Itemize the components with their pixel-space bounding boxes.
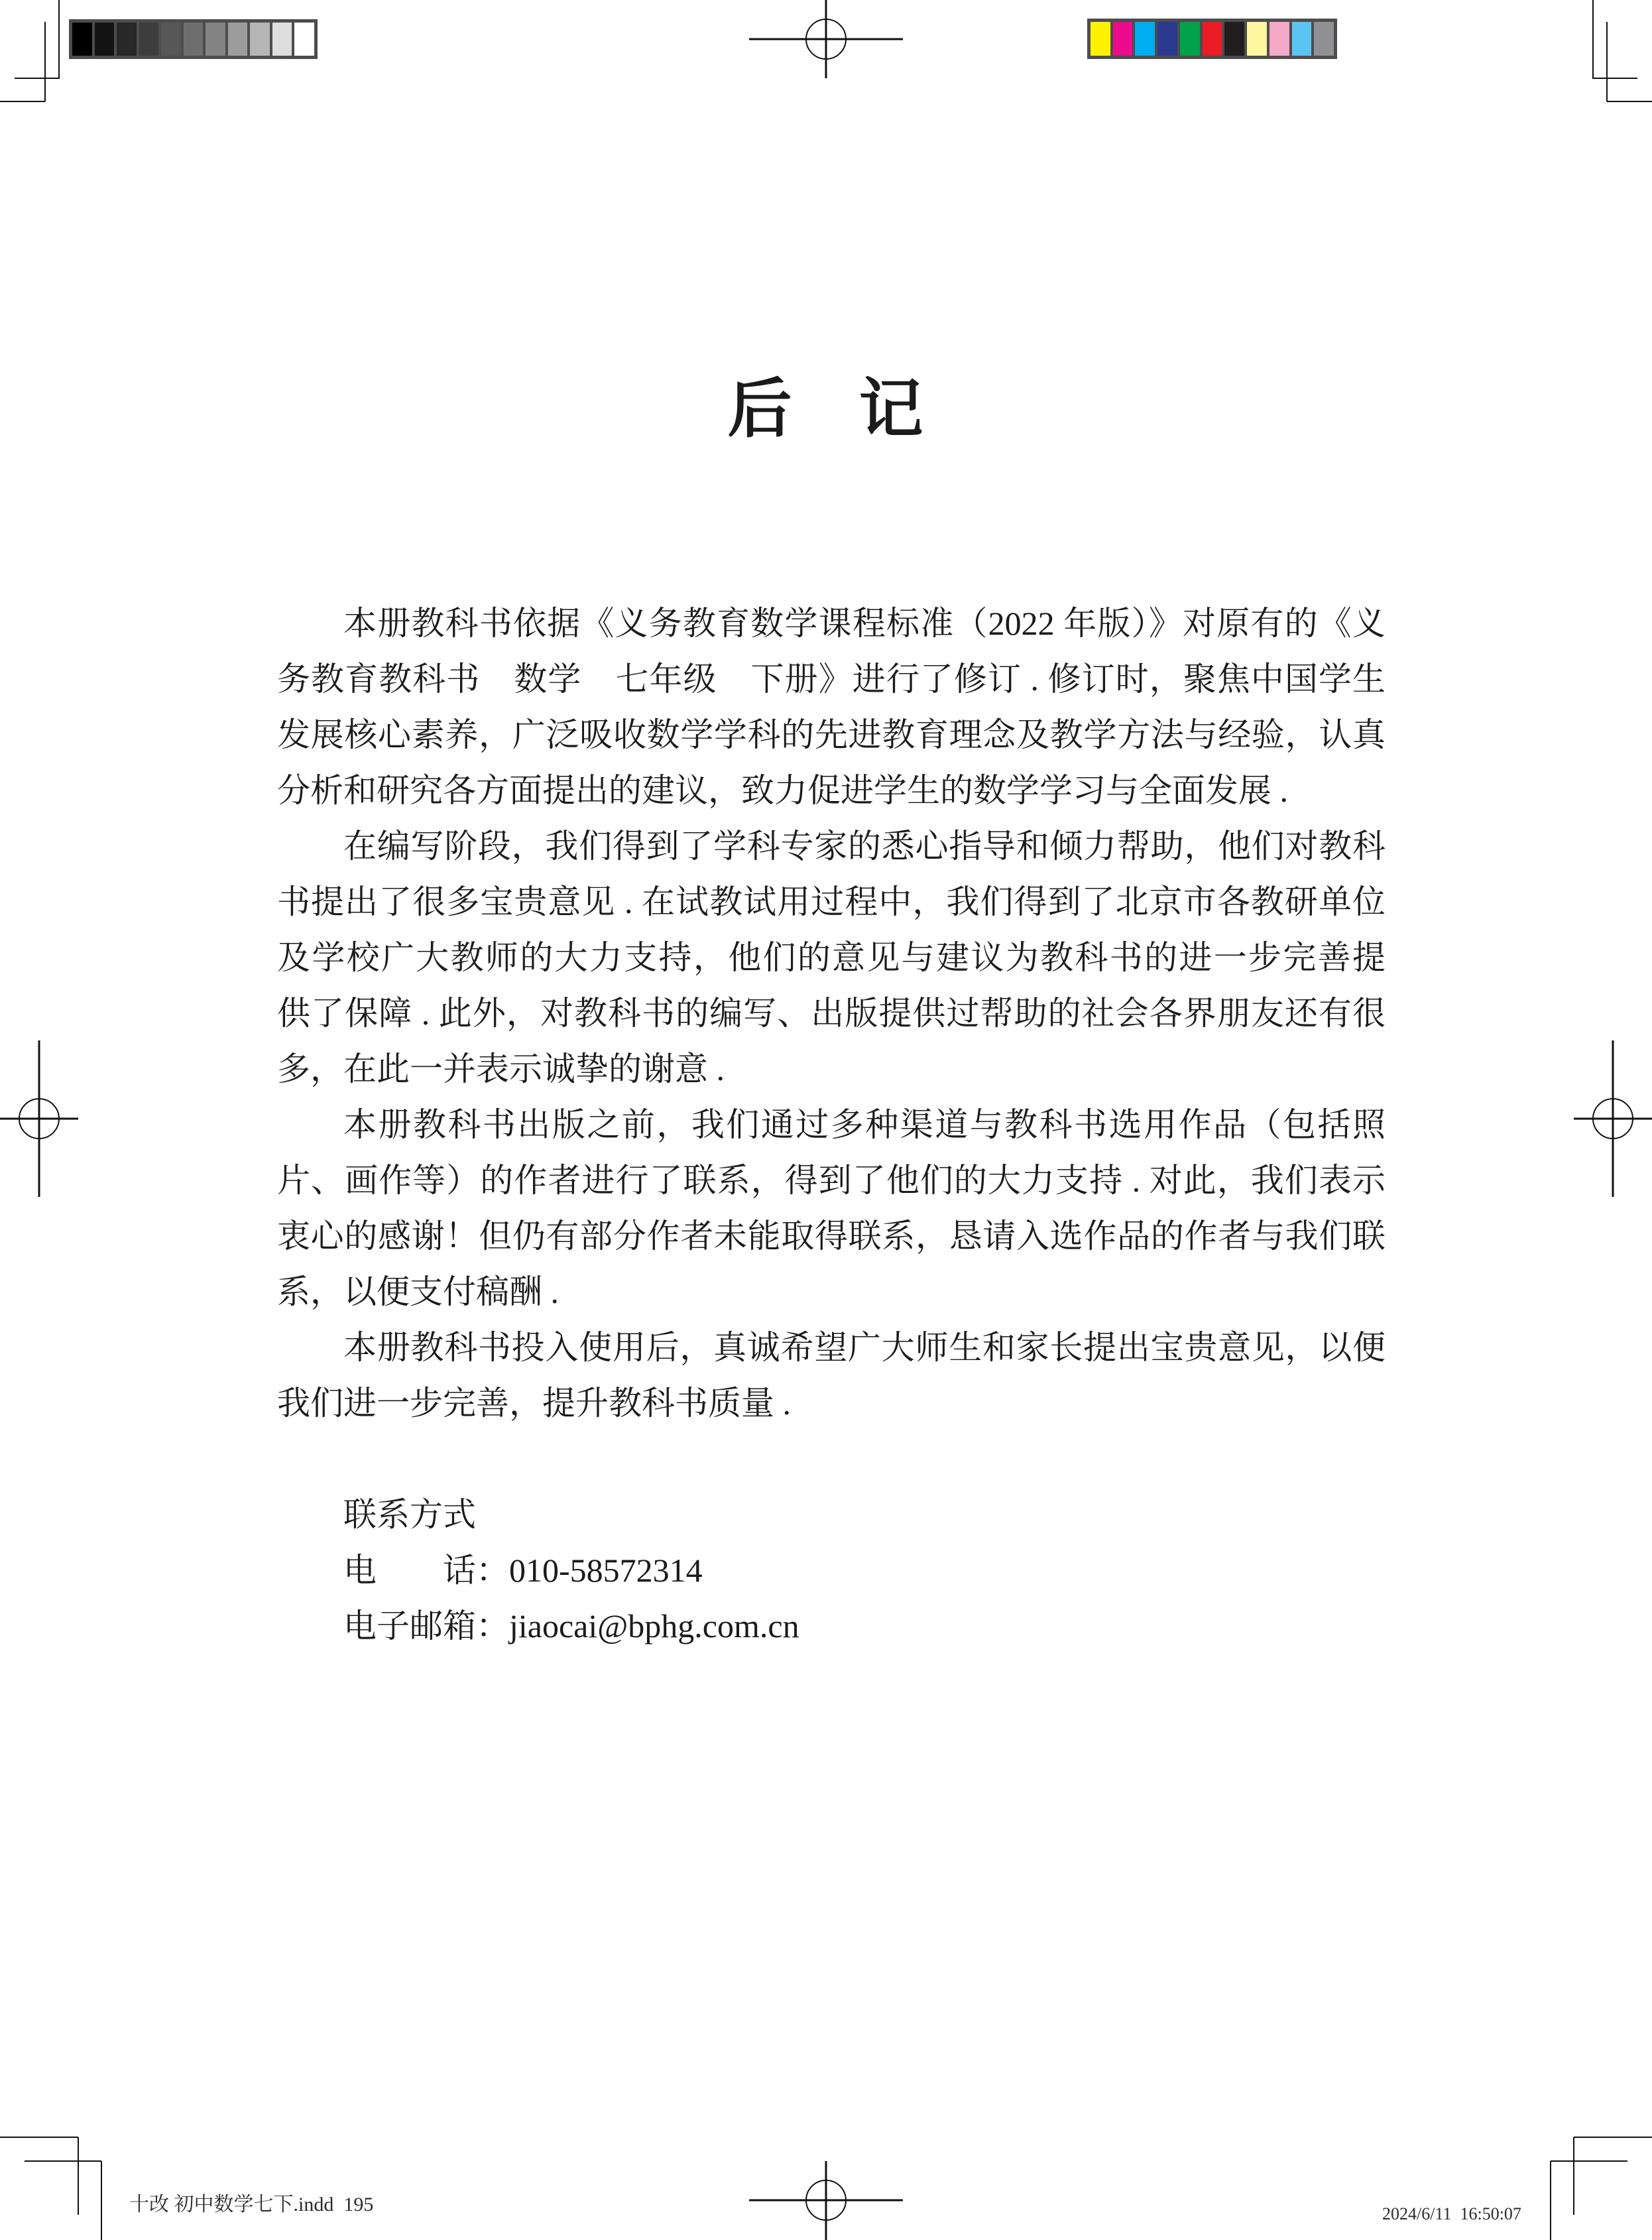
grayscale-calibration-bar	[69, 19, 318, 59]
calibration-swatch	[250, 23, 270, 56]
registration-mark-left	[0, 1040, 78, 1197]
calibration-swatch	[1224, 22, 1244, 56]
body-text	[277, 595, 1386, 1431]
calibration-swatch	[272, 23, 292, 56]
calibration-swatch	[184, 23, 204, 56]
crop-marks-bottom-right	[1551, 2137, 1652, 2240]
calibration-swatch	[1091, 22, 1110, 56]
paragraph-1	[277, 595, 1386, 818]
paragraph-line: 书提出了很多宝贵意见 . 在试教试用过程中，我们得到了北京市各教研单位	[277, 883, 1386, 920]
paragraph-line: 衷心的感谢！但仍有部分作者未能取得联系，恳请入选作品的作者与我们联	[277, 1217, 1386, 1255]
paragraph-line: 发展核心素养，广泛吸收数学学科的先进教育理念及教学方法与经验，认真	[277, 716, 1386, 753]
paragraph-3	[277, 1097, 1386, 1320]
page-title: 后 记	[727, 374, 925, 445]
crop-marks-bottom-left	[0, 2137, 101, 2240]
slug-timestamp: 2024/6/11 16:50:07	[1382, 2204, 1521, 2223]
paragraph-line: 片、画作等）的作者进行了联系，得到了他们的大力支持 . 对此，我们表示	[277, 1162, 1386, 1199]
calibration-swatch	[1135, 22, 1155, 56]
calibration-swatch	[161, 23, 181, 56]
registration-mark-bottom	[749, 2161, 903, 2240]
calibration-swatch	[1314, 22, 1334, 56]
calibration-swatch	[206, 23, 225, 56]
paragraph-2	[277, 818, 1386, 1097]
calibration-swatch	[1157, 22, 1177, 56]
paragraph-line: 及学校广大教师的大力支持，他们的意见与建议为教科书的进一步完善提	[277, 939, 1386, 976]
paragraph-line: 系，以便支付稿酬 .	[277, 1273, 559, 1310]
slug-filename-page: 十改 初中数学七下.indd 195	[129, 2194, 374, 2215]
color-calibration-bar	[1087, 19, 1337, 59]
crop-marks-top-left	[0, 0, 60, 101]
calibration-swatch	[139, 23, 159, 56]
contact-phone: 电 话：010-58572314	[343, 1552, 703, 1589]
calibration-swatch	[1203, 22, 1222, 56]
paragraph-line: 多，在此一并表示诚挚的谢意 .	[277, 1050, 725, 1088]
calibration-swatch	[95, 23, 115, 56]
calibration-swatch	[1247, 22, 1267, 56]
paragraph-4	[277, 1320, 1386, 1431]
contact-email: 电子邮箱：jiaocai@bphg.com.cn	[343, 1607, 799, 1645]
calibration-swatch	[1180, 22, 1200, 56]
crop-marks-top-right	[1592, 0, 1652, 101]
contact-heading: 联系方式	[343, 1496, 476, 1533]
registration-mark-top	[749, 0, 903, 78]
registration-mark-right	[1574, 1040, 1652, 1197]
calibration-swatch	[228, 23, 248, 56]
paragraph-line: 在编写阶段，我们得到了学科专家的悉心指导和倾力帮助，他们对教科	[343, 828, 1386, 865]
paragraph-line: 我们进一步完善，提升教科书质量 .	[277, 1385, 791, 1422]
calibration-swatch	[117, 23, 137, 56]
paragraph-line: 供了保障 . 此外，对教科书的编写、出版提供过帮助的社会各界朋友还有很	[277, 995, 1386, 1032]
calibration-swatch	[294, 23, 314, 56]
paragraph-line: 务教育教科书 数学 七年级 下册》进行了修订 . 修订时，聚焦中国学生	[277, 660, 1386, 698]
calibration-swatch	[1113, 22, 1133, 56]
contact-block	[277, 1487, 1386, 1654]
calibration-swatch	[72, 23, 92, 56]
paragraph-line: 本册教科书投入使用后，真诚希望广大师生和家长提出宝贵意见，以便	[343, 1329, 1386, 1366]
paragraph-line: 分析和研究各方面提出的建议，致力促进学生的数学学习与全面发展 .	[277, 772, 1288, 809]
paragraph-line: 本册教科书依据《义务教育数学课程标准（2022 年版）》对原有的《义	[343, 605, 1386, 642]
calibration-swatch	[1292, 22, 1312, 56]
paragraph-line: 本册教科书出版之前，我们通过多种渠道与教科书选用作品（包括照	[343, 1106, 1386, 1143]
calibration-swatch	[1269, 22, 1289, 56]
